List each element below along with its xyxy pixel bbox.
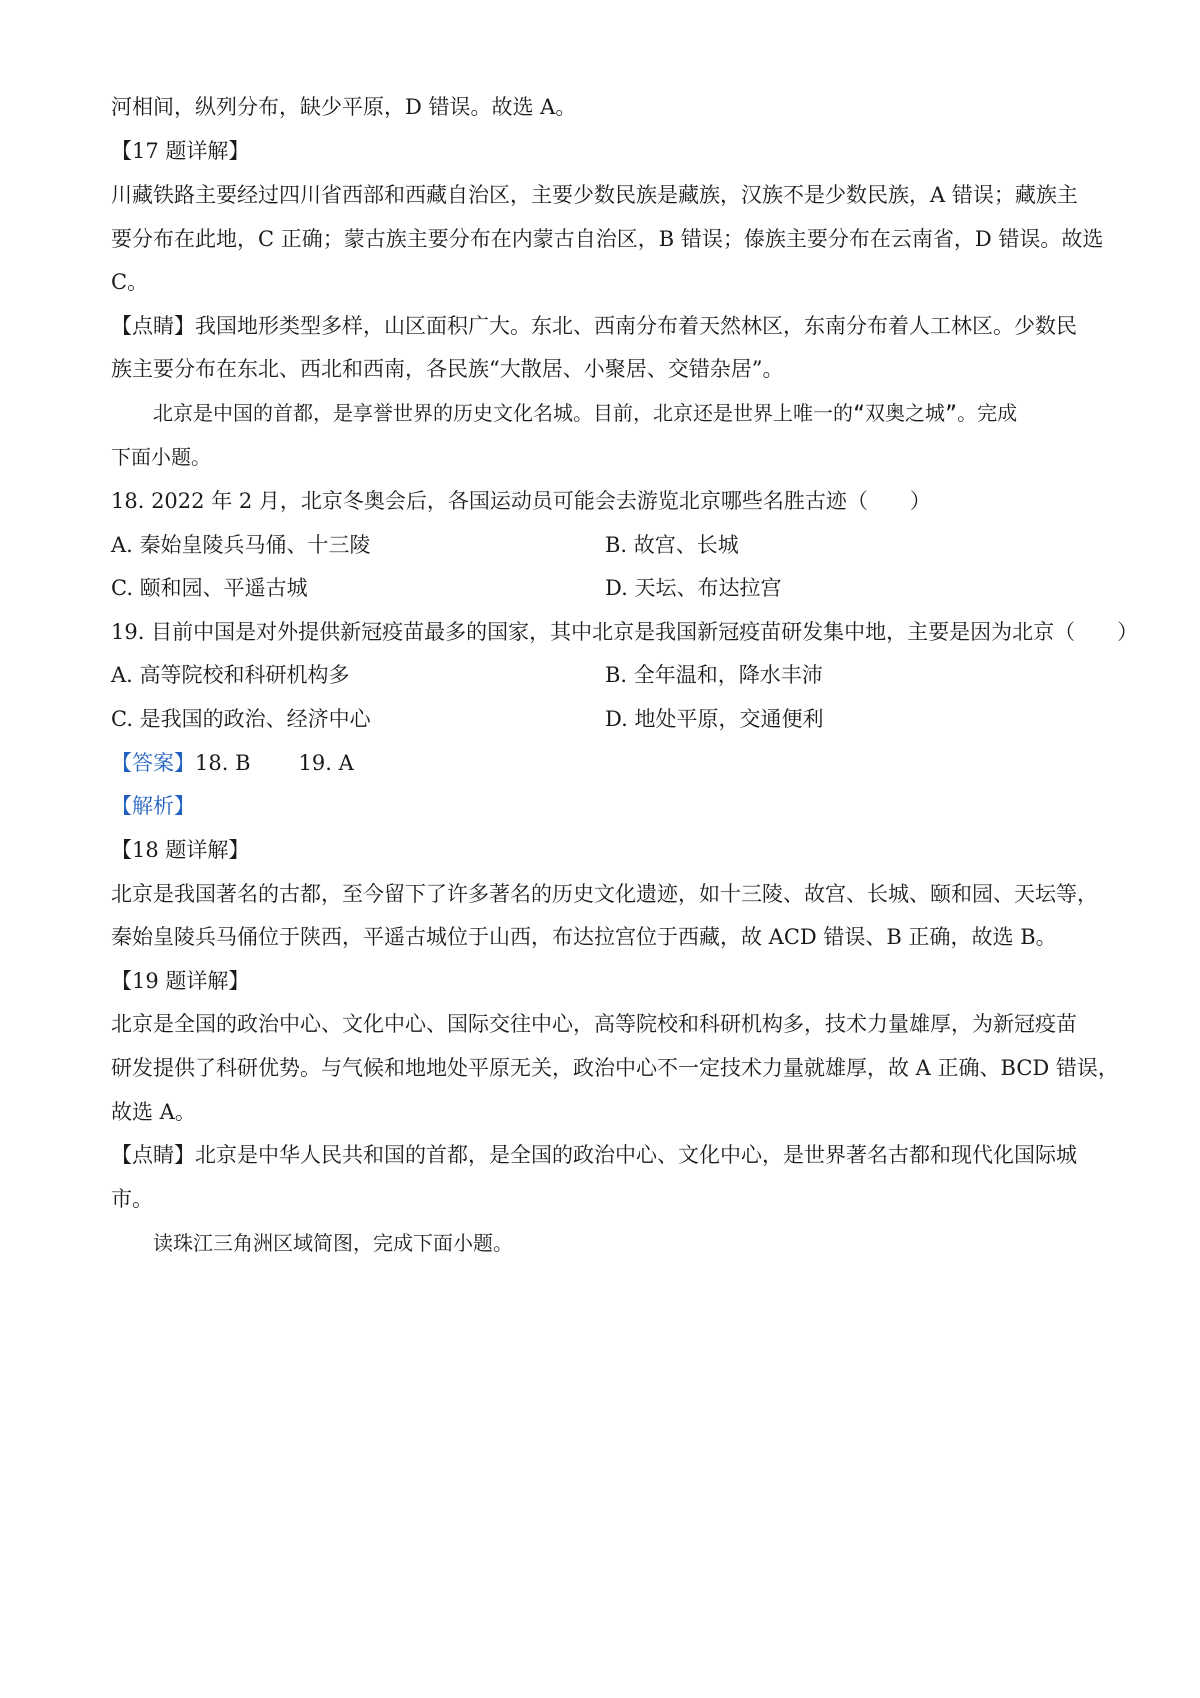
text-line: 研发提供了科研优势。与气候和地地处平原无关，政治中心不一定技术力量就雄厚，故 A 正确、BCD 错误， [111, 1056, 1119, 1080]
q19-option-d: D. 地处平原，交通便利 [605, 707, 824, 731]
section-heading-17: 【17 题详解】 [111, 139, 250, 163]
text-line: 北京是全国的政治中心、文化中心、国际交往中心，高等院校和科研机构多，技术力量雄厚，为新冠疫苗 [111, 1012, 1077, 1036]
answer-line [111, 749, 354, 777]
material-intro: 下面小题。 [111, 445, 211, 469]
q19-option-b: B. 全年温和，降水丰沛 [605, 663, 823, 687]
answer-18: 18. B [195, 751, 251, 775]
q18-option-a: A. 秦始皇陵兵马俑、十三陵 [111, 533, 371, 557]
answer-19: 19. A [298, 751, 354, 775]
text-line: 要分布在此地，C 正确；蒙古族主要分布在内蒙古自治区，B 错误；傣族主要分布在云南省，D 错误。故选 [111, 227, 1104, 251]
q18-option-d: D. 天坛、布达拉宫 [605, 576, 782, 600]
q18-option-b: B. 故宫、长城 [605, 533, 739, 557]
note-line: 族主要分布在东北、西北和西南，各民族“大散居、小聚居、交错杂居”。 [111, 357, 784, 381]
note-line: 【点睛】我国地形类型多样，山区面积广大。东北、西南分布着天然林区，东南分布着人工林区。少数民 [111, 314, 1077, 338]
text-line: 故选 A。 [111, 1100, 196, 1124]
text-line: 河相间，纵列分布，缺少平原，D 错误。故选 A。 [111, 95, 577, 119]
text-line: C。 [111, 270, 149, 294]
section-heading-18: 【18 题详解】 [111, 838, 250, 862]
question-18-stem: 18. 2022 年 2 月，北京冬奥会后，各国运动员可能会去游览北京哪些名胜古迹（ ） [111, 489, 931, 513]
question-19-stem: 19. 目前中国是对外提供新冠疫苗最多的国家，其中北京是我国新冠疫苗研发集中地，主要是因为北京（ ） [111, 620, 1139, 644]
q18-option-c: C. 颐和园、平遥古城 [111, 576, 308, 600]
material-intro: 北京是中国的首都，是享誉世界的历史文化名城。目前，北京还是世界上唯一的“双奥之城”。完成 [153, 401, 1018, 425]
text-line: 北京是我国著名的古都，至今留下了许多著名的历史文化遗迹，如十三陵、故宫、长城、颐和园、天坛等， [111, 882, 1098, 906]
note-line: 市。 [111, 1187, 153, 1211]
material-intro: 读珠江三角洲区域简图，完成下面小题。 [153, 1231, 513, 1255]
q19-option-c: C. 是我国的政治、经济中心 [111, 707, 371, 731]
text-line: 川藏铁路主要经过四川省西部和西藏自治区，主要少数民族是藏族，汉族不是少数民族，A 错误；藏族主 [111, 183, 1078, 207]
q19-option-a: A. 高等院校和科研机构多 [111, 663, 350, 687]
note-line: 【点睛】北京是中华人民共和国的首都，是全国的政治中心、文化中心，是世界著名古都和现代化国际城 [111, 1143, 1077, 1167]
section-heading-19: 【19 题详解】 [111, 969, 250, 993]
analysis-tag: 【解析】 [111, 794, 195, 818]
answer-tag: 【答案】 [111, 751, 195, 775]
text-line: 秦始皇陵兵马俑位于陕西，平遥古城位于山西，布达拉宫位于西藏，故 ACD 错误、B 正确，故选 B。 [111, 925, 1057, 949]
